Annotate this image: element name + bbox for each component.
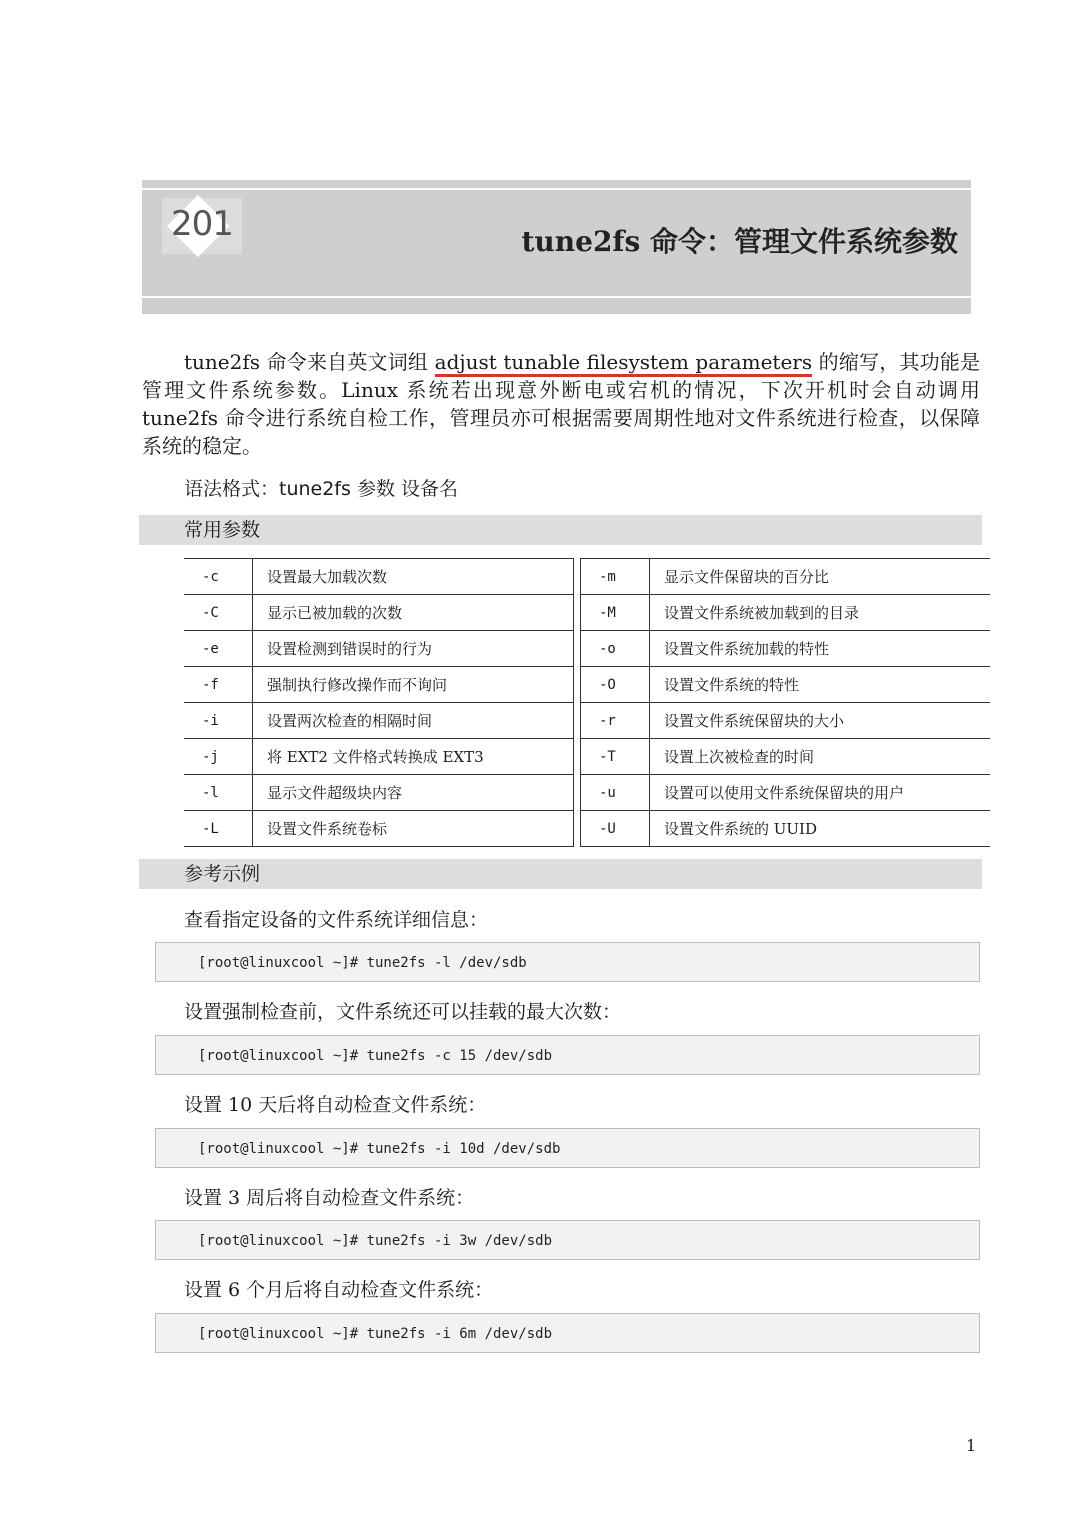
description-cell: 显示文件超级块内容 [253,775,574,811]
option-cell: -l [184,775,253,811]
description-cell: 设置上次被检查的时间 [650,739,991,775]
option-cell: -e [184,631,253,667]
example-caption: 设置 6 个月后将自动检查文件系统： [184,1279,494,1301]
description-cell: 设置文件系统加载的特性 [650,631,991,667]
description-cell: 设置文件系统的 UUID [650,811,991,847]
table-row [184,811,990,847]
option-cell: -c [184,559,253,595]
syntax-line: 语法格式：tune2fs 参数 设备名 [184,478,458,500]
table-row [184,631,990,667]
section-header-examples: 参考示例 [139,859,982,889]
column-divider [574,775,581,811]
column-divider [574,667,581,703]
description-cell: 设置可以使用文件系统保留块的用户 [650,775,991,811]
intro-highlighted-term: adjust tunable filesystem parameters [435,350,812,377]
example-caption: 设置 10 天后将自动检查文件系统： [184,1094,487,1116]
code-block: [root@linuxcool ~]# tune2fs -c 15 /dev/sdb [155,1035,980,1075]
option-cell: -U [581,811,650,847]
column-divider [574,739,581,775]
option-cell: -f [184,667,253,703]
description-cell: 设置文件系统保留块的大小 [650,703,991,739]
description-cell: 显示已被加载的次数 [253,595,574,631]
option-cell: -T [581,739,650,775]
column-divider [574,703,581,739]
option-cell: -m [581,559,650,595]
chapter-title: tune2fs 命令：管理文件系统参数 [521,225,958,258]
column-divider [574,631,581,667]
table-row [184,775,990,811]
page-number: 1 [966,1436,977,1455]
banner-rule-top [142,188,974,190]
table-row [184,703,990,739]
table-row [184,739,990,775]
code-block: [root@linuxcool ~]# tune2fs -l /dev/sdb [155,942,980,982]
option-cell: -C [184,595,253,631]
column-divider [574,811,581,847]
chapter-number-badge [162,198,242,254]
intro-text-before: tune2fs 命令来自英文词组 [184,350,435,374]
intro-text-after: 的缩写，其功能是管理文件系统参数。Linux 系统若出现意外断电或宕机的情况，下次开机时会自动调用 tune2fs 命令进行系统自检工作，管理员亦可根据需要周期性地对文件系统进行检查，以保障系统的稳定。 [142,350,981,458]
code-block: [root@linuxcool ~]# tune2fs -i 10d /dev/sdb [155,1128,980,1168]
description-cell: 显示文件保留块的百分比 [650,559,991,595]
banner-edge [971,180,974,314]
column-divider [574,595,581,631]
example-caption: 查看指定设备的文件系统详细信息： [184,909,489,931]
description-cell: 设置最大加载次数 [253,559,574,595]
chapter-banner [142,180,974,314]
option-cell: -M [581,595,650,631]
table-row [184,559,990,595]
description-cell: 设置两次检查的相隔时间 [253,703,574,739]
banner-rule-bottom [142,296,974,298]
table-row [184,595,990,631]
table-row [184,667,990,703]
code-block: [root@linuxcool ~]# tune2fs -i 6m /dev/sdb [155,1313,980,1353]
option-cell: -O [581,667,650,703]
description-cell: 设置文件系统被加载到的目录 [650,595,991,631]
description-cell: 强制执行修改操作而不询问 [253,667,574,703]
intro-paragraph [142,348,980,460]
description-cell: 将 EXT2 文件格式转换成 EXT3 [253,739,574,775]
description-cell: 设置文件系统的特性 [650,667,991,703]
option-cell: -i [184,703,253,739]
option-cell: -u [581,775,650,811]
option-cell: -j [184,739,253,775]
description-cell: 设置检测到错误时的行为 [253,631,574,667]
option-cell: -r [581,703,650,739]
option-cell: -L [184,811,253,847]
example-caption: 设置强制检查前，文件系统还可以挂载的最大次数： [184,1001,622,1023]
example-caption: 设置 3 周后将自动检查文件系统： [184,1187,475,1209]
option-cell: -o [581,631,650,667]
section-header-params: 常用参数 [139,515,982,545]
chapter-number: 201 [171,204,233,244]
params-table [184,558,990,847]
description-cell: 设置文件系统卷标 [253,811,574,847]
column-divider [574,559,581,595]
code-block: [root@linuxcool ~]# tune2fs -i 3w /dev/sdb [155,1220,980,1260]
